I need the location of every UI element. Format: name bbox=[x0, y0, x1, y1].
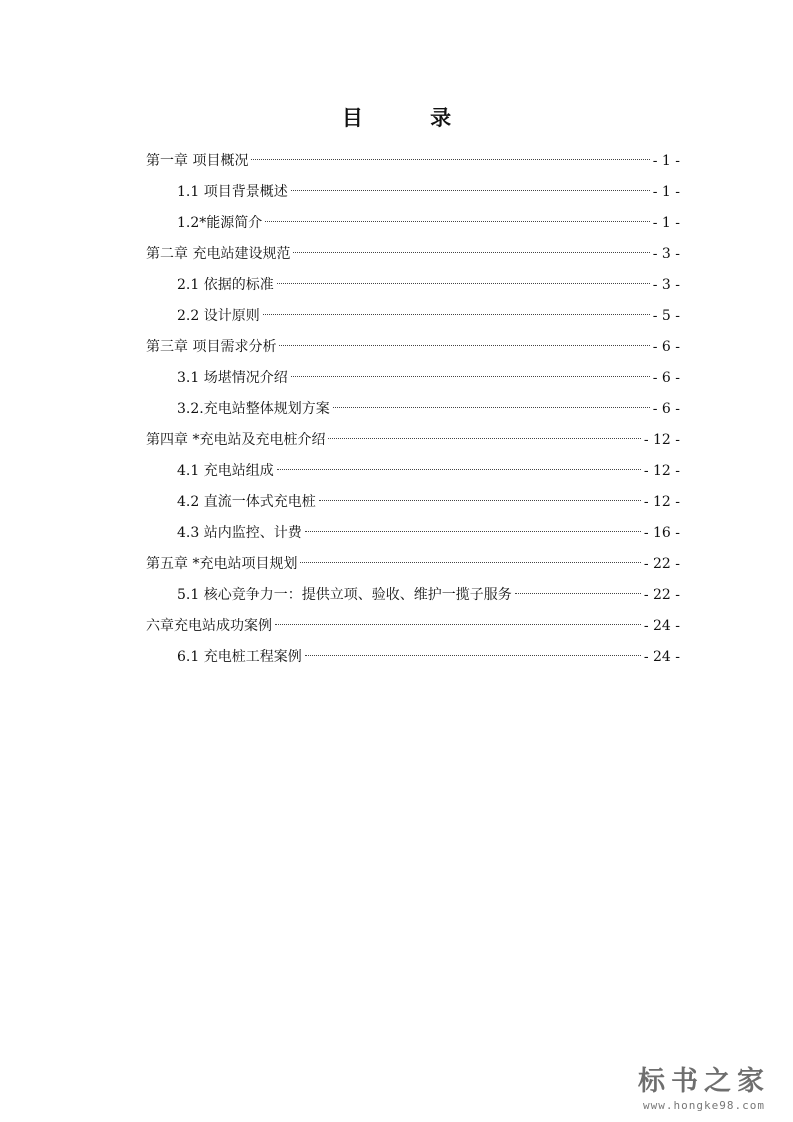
toc-chapter-entry[interactable] bbox=[146, 146, 680, 177]
table-of-contents bbox=[146, 146, 680, 673]
toc-entry-page-number: - 22 - bbox=[643, 556, 680, 572]
toc-entry-page-number: - 24 - bbox=[643, 649, 680, 665]
toc-entry-page-number: - 5 - bbox=[652, 308, 680, 324]
toc-dot-leader bbox=[293, 252, 649, 253]
toc-heading: 目 录 bbox=[341, 105, 482, 130]
toc-entry-label: 1.2*能源简介 bbox=[177, 215, 263, 231]
toc-entry-label: 3.1 场堪情况介绍 bbox=[177, 370, 288, 386]
toc-dot-leader bbox=[305, 531, 641, 532]
toc-entry-label: 4.1 充电站组成 bbox=[177, 463, 274, 479]
toc-entry-page-number: - 3 - bbox=[652, 246, 680, 262]
toc-dot-leader bbox=[277, 283, 650, 284]
toc-dot-leader bbox=[291, 376, 650, 377]
toc-section-entry[interactable] bbox=[146, 208, 680, 239]
toc-section-entry[interactable] bbox=[146, 456, 680, 487]
toc-section-entry[interactable] bbox=[146, 177, 680, 208]
toc-dot-leader bbox=[277, 469, 641, 470]
toc-entry-label: 2.1 依据的标准 bbox=[177, 277, 274, 293]
toc-section-entry[interactable] bbox=[146, 363, 680, 394]
toc-chapter-entry[interactable] bbox=[146, 332, 680, 363]
watermark-url: www.hongke98.com bbox=[643, 1099, 765, 1112]
toc-chapter-entry[interactable] bbox=[146, 239, 680, 270]
toc-entry-page-number: - 1 - bbox=[652, 215, 680, 231]
toc-entry-label: 第五章 *充电站项目规划 bbox=[146, 556, 298, 572]
toc-entry-label: 4.3 站内监控、计费 bbox=[177, 525, 302, 541]
toc-entry-page-number: - 22 - bbox=[643, 587, 680, 603]
toc-section-entry[interactable] bbox=[146, 580, 680, 611]
toc-section-entry[interactable] bbox=[146, 487, 680, 518]
toc-entry-label: 6.1 充电桩工程案例 bbox=[177, 649, 302, 665]
toc-entry-label: 3.2.充电站整体规划方案 bbox=[177, 401, 330, 417]
toc-entry-page-number: - 12 - bbox=[643, 432, 680, 448]
toc-dot-leader bbox=[328, 438, 640, 439]
watermark bbox=[629, 1066, 779, 1114]
toc-section-entry[interactable] bbox=[146, 518, 680, 549]
toc-entry-label: 1.1 项目背景概述 bbox=[177, 184, 288, 200]
toc-chapter-entry[interactable] bbox=[146, 425, 680, 456]
toc-entry-label: 六章充电站成功案例 bbox=[146, 618, 272, 634]
toc-entry-page-number: - 3 - bbox=[652, 277, 680, 293]
toc-dot-leader bbox=[275, 624, 641, 625]
toc-dot-leader bbox=[515, 593, 641, 594]
toc-dot-leader bbox=[319, 500, 641, 501]
toc-chapter-entry[interactable] bbox=[146, 611, 680, 642]
toc-section-entry[interactable] bbox=[146, 301, 680, 332]
watermark-logo-text: 标书之家 bbox=[638, 1066, 770, 1097]
toc-dot-leader bbox=[291, 190, 650, 191]
toc-entry-label: 2.2 设计原则 bbox=[177, 308, 260, 324]
toc-entry-page-number: - 6 - bbox=[652, 339, 680, 355]
toc-entry-page-number: - 24 - bbox=[643, 618, 680, 634]
toc-entry-label: 4.2 直流一体式充电桩 bbox=[177, 494, 316, 510]
toc-entry-page-number: - 16 - bbox=[643, 525, 680, 541]
toc-dot-leader bbox=[279, 345, 649, 346]
toc-entry-page-number: - 12 - bbox=[643, 463, 680, 479]
toc-entry-page-number: - 12 - bbox=[643, 494, 680, 510]
toc-section-entry[interactable] bbox=[146, 270, 680, 301]
toc-entry-label: 第一章 项目概况 bbox=[146, 153, 249, 169]
toc-dot-leader bbox=[305, 655, 641, 656]
toc-section-entry[interactable] bbox=[146, 642, 680, 673]
toc-dot-leader bbox=[263, 314, 650, 315]
toc-dot-leader bbox=[265, 221, 649, 222]
toc-dot-leader bbox=[333, 407, 650, 408]
toc-section-entry[interactable] bbox=[146, 394, 680, 425]
toc-entry-page-number: - 6 - bbox=[652, 370, 680, 386]
toc-chapter-entry[interactable] bbox=[146, 549, 680, 580]
toc-entry-page-number: - 1 - bbox=[652, 184, 680, 200]
toc-entry-page-number: - 6 - bbox=[652, 401, 680, 417]
toc-entry-label: 第三章 项目需求分析 bbox=[146, 339, 277, 355]
toc-entry-label: 第二章 充电站建设规范 bbox=[146, 246, 291, 262]
toc-entry-label: 第四章 *充电站及充电桩介绍 bbox=[146, 432, 326, 448]
toc-entry-page-number: - 1 - bbox=[652, 153, 680, 169]
toc-dot-leader bbox=[251, 159, 649, 160]
toc-dot-leader bbox=[300, 562, 640, 563]
toc-entry-label: 5.1 核心竞争力一：提供立项、验收、维护一揽子服务 bbox=[177, 587, 512, 603]
